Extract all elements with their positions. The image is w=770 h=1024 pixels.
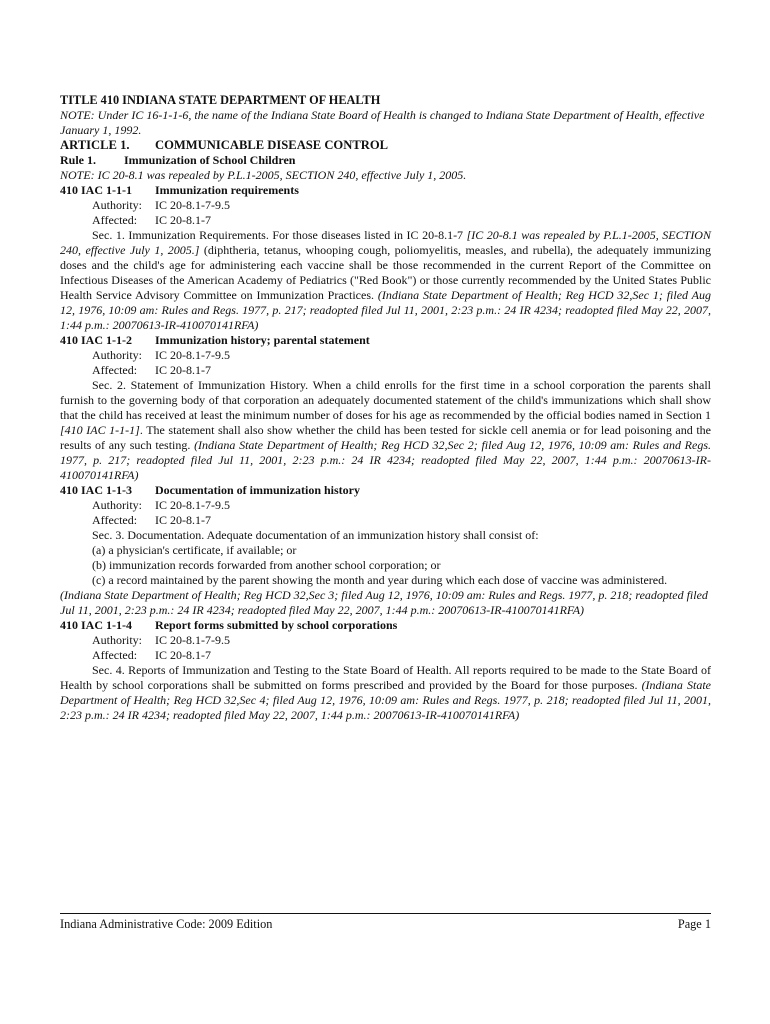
section-body <box>60 228 711 333</box>
section-text-cont: . The statement shall also show whether the child has been tested for sickle cell anemia or for lead poisoning and the results of any such testing. <box>60 423 711 452</box>
section-citation: (Indiana State Department of Health; Reg HCD 32,Sec 4; filed Aug 12, 1976, 10:09 am: Rules and Regs. 1977, p. 218; readopted filed Jul 11, 2001, 2:23 p.m.: 24 IR 4234; readopted filed May 22, 2007, 1:44 p.m.: 20070613-IR-410070141RFA) <box>60 678 711 722</box>
section-body <box>60 378 711 483</box>
section-body <box>60 663 711 723</box>
section-authority <box>60 348 711 363</box>
section-citation: (Indiana State Department of Health; Reg HCD 32,Sec 2; filed Aug 12, 1976, 10:09 am: Rules and Regs. 1977, p. 217; readopted filed Jul 11, 2001, 2:23 p.m.: 24 IR 4234; readopted filed May 22, 2007, 1:44 p.m.: 20070613-IR-410070141RFA) <box>60 438 712 482</box>
section-text: Sec. 2. Statement of Immunization History. When a child enrolls for the first time in a school corporation the parents shall furnish to the governing body of that corporation an adequately documented statement of the child's immunizations which shall show that the child has received at least the minimum number of doses for his age as recommended by the official bodies named in Section 1 <box>60 378 711 422</box>
section-1-1-3 <box>60 483 711 618</box>
section-heading <box>60 333 711 348</box>
section-authority <box>60 633 711 648</box>
authority-value: IC 20-8.1-7-9.5 <box>155 498 230 512</box>
document-title: TITLE 410 INDIANA STATE DEPARTMENT OF HEALTH <box>60 93 381 107</box>
section-code: 410 IAC 1-1-1 <box>60 183 132 197</box>
section-code: 410 IAC 1-1-4 <box>60 618 132 632</box>
section-repeal-note: [IC 20-8.1 was repealed by P.L.1-2005, SECTION 240, effective July 1, 2005.] <box>60 228 711 257</box>
rule-name: Immunization of School Children <box>124 153 296 167</box>
section-name: Documentation of immunization history <box>155 483 360 497</box>
rule-number: Rule 1. <box>60 153 96 167</box>
section-authority <box>60 498 711 513</box>
section-citation: (Indiana State Department of Health; Reg HCD 32,Sec 3; filed Aug 12, 1976, 10:09 am: Rules and Regs. 1977, p. 218; readopted filed Jul 11, 2001, 2:23 p.m.: 24 IR 4234; readopted filed May 22, 2007, 1:44 p.m.: 20070613-IR-410070141RFA) <box>60 588 708 617</box>
page-footer <box>60 913 711 932</box>
section-text: Sec. 1. Immunization Requirements. For those diseases listed in IC 20-8.1-7 <box>92 228 467 242</box>
authority-label: Authority: <box>92 633 142 647</box>
section-code: 410 IAC 1-1-3 <box>60 483 132 497</box>
title-note: NOTE: Under IC 16-1-1-6, the name of the Indiana State Board of Health is changed to Indiana State Department of Health, effective January 1, 1992. <box>60 108 705 137</box>
article-name: COMMUNICABLE DISEASE CONTROL <box>155 138 389 152</box>
section-text-cont: (diphtheria, tetanus, whooping cough, poliomyelitis, measles, and rubella), the adequately immunizing doses and the child's age for administering each vaccine shall be those recommended in the current Report of the Committee on Infectious Diseases of the American Academy of Pediatrics ("Red Book") or those currently recommended by the United States Public Health Service Advisory Committee on Immunization Practices. <box>60 243 711 302</box>
article-heading <box>60 138 711 153</box>
section-affected <box>60 213 711 228</box>
affected-value: IC 20-8.1-7 <box>155 363 211 377</box>
affected-value: IC 20-8.1-7 <box>155 513 211 527</box>
section-heading <box>60 183 711 198</box>
rule-note: NOTE: IC 20-8.1 was repealed by P.L.1-2005, SECTION 240, effective July 1, 2005. <box>60 168 467 182</box>
list-item: (c) a record maintained by the parent showing the month and year during which each dose of vaccine was administered. <box>92 573 668 587</box>
authority-value: IC 20-8.1-7-9.5 <box>155 348 230 362</box>
section-1-1-4 <box>60 618 711 723</box>
footer-edition: Indiana Administrative Code: 2009 Edition <box>60 917 273 931</box>
affected-value: IC 20-8.1-7 <box>155 213 211 227</box>
list-item: (b) immunization records forwarded from another school corporation; or <box>92 558 441 572</box>
list-item: (a) a physician's certificate, if available; or <box>92 543 297 557</box>
document-page <box>60 93 711 723</box>
section-affected <box>60 513 711 528</box>
section-affected <box>60 648 711 663</box>
section-name: Report forms submitted by school corporations <box>155 618 398 632</box>
article-number: ARTICLE 1. <box>60 138 130 152</box>
authority-label: Authority: <box>92 198 142 212</box>
affected-value: IC 20-8.1-7 <box>155 648 211 662</box>
rule-heading <box>60 153 711 168</box>
authority-label: Authority: <box>92 498 142 512</box>
section-body: Sec. 3. Documentation. Adequate documentation of an immunization history shall consist of: <box>92 528 539 542</box>
section-heading <box>60 618 711 633</box>
page-number: Page 1 <box>677 917 711 931</box>
affected-label: Affected: <box>92 648 138 662</box>
authority-label: Authority: <box>92 348 142 362</box>
affected-label: Affected: <box>92 513 138 527</box>
section-text: Sec. 4. Reports of Immunization and Testing to the State Board of Health. All reports required to be made to the State Board of Health by school corporations shall be submitted on forms prescribed and provided by the Board for those purposes. <box>60 663 711 692</box>
affected-label: Affected: <box>92 363 138 377</box>
section-citation: (Indiana State Department of Health; Reg HCD 32,Sec 1; filed Aug 12, 1976, 10:09 am: Rules and Regs. 1977, p. 217; readopted filed Jul 11, 2001, 2:23 p.m.: 24 IR 4234; readopted filed May 22, 2007, 1:44 p.m.: 20070613-IR-410070141RFA) <box>60 288 711 332</box>
section-name: Immunization requirements <box>155 183 299 197</box>
affected-label: Affected: <box>92 213 138 227</box>
section-affected <box>60 363 711 378</box>
authority-value: IC 20-8.1-7-9.5 <box>155 633 230 647</box>
section-1-1-2 <box>60 333 711 483</box>
authority-value: IC 20-8.1-7-9.5 <box>155 198 230 212</box>
section-1-1-1 <box>60 183 711 333</box>
section-heading <box>60 483 711 498</box>
section-cross-reference: [410 IAC 1-1-1] <box>60 423 140 437</box>
section-authority <box>60 198 711 213</box>
section-code: 410 IAC 1-1-2 <box>60 333 132 347</box>
section-name: Immunization history; parental statement <box>155 333 370 347</box>
